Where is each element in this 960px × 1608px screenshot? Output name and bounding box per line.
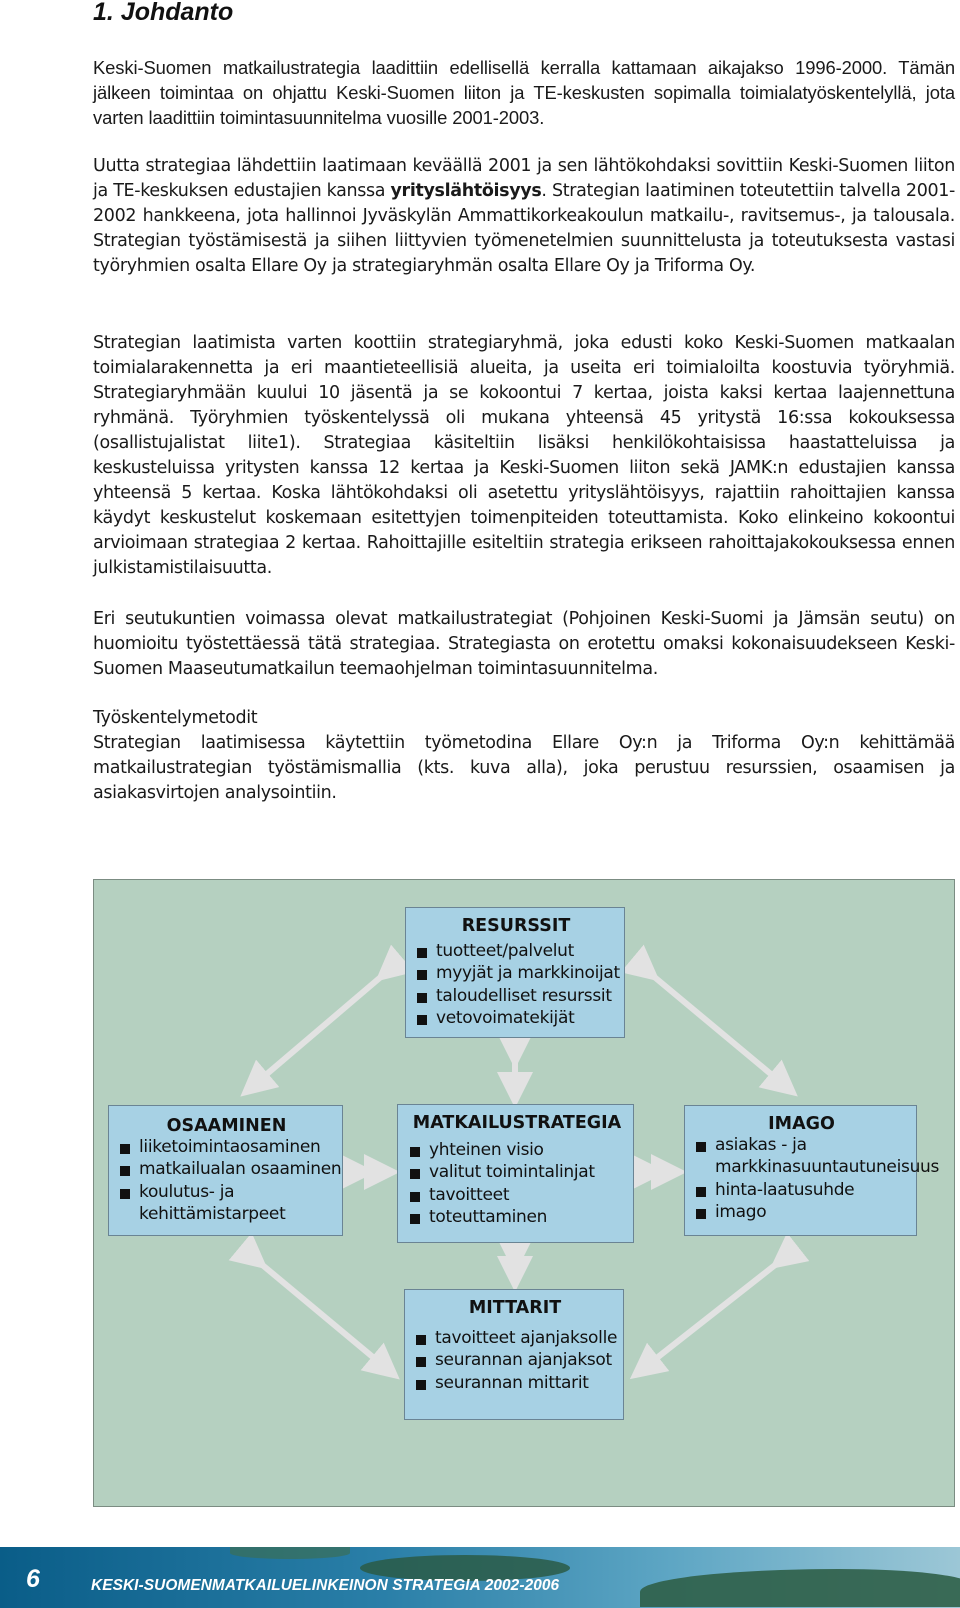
paragraph-strategy-group: Strategian laatimista varten koottiin strategiaryhmä, joka edusti koko Keski-Suomen matkaalan toimialarakennetta ja eri maantieteellisiä alueita, ja useita eri toimialoilta koostuvia työryhmiä. Strategiaryhmään kuului 10 jäsentä ja se kokoontui 7 kertaa, joista kaksi kertaa laajennettuna ryhmänä. Työryhmien työskentelyssä oli mukana yhteensä 45 yritystä 16:ssa kokouksessa (osallistujalistat liite1). Strategiaa käsiteltiin lisäksi henkilökohtaisissa haastatteluissa ja keskusteluissa yritysten kanssa 12 kertaa ja Keski-Suomen liiton sekä JAMK:n edustajien kanssa yhteensä 5 kertaa. Koska lähtökohdaksi oli asetettu yrityslähtöisyys, rajattiin rahoittajien kanssa käydyt keskustelut koskemaan esitettyjen toimenpiteiden toteuttamista. Koko elinkeino kokoontui arvioimaan strategiaa 2 kertaa. Rahoittajille esiteltiin strategia erikseen rahoittajakokouksessa ennen julkistamistilaisuutta. xyxy=(93,333,955,578)
osaaminen-title: OSAAMINEN xyxy=(166,1116,287,1136)
osaaminen-box xyxy=(108,1105,343,1236)
arrow-imago-mittarit xyxy=(644,1258,784,1368)
paragraph-strategy-start xyxy=(93,154,955,279)
matkailustrategia-box xyxy=(397,1104,634,1243)
footer-title: KESKI-SUOMENMATKAILUELINKEINON STRATEGIA 2002-2006 xyxy=(91,1577,560,1594)
mittarit-list xyxy=(407,1327,623,1395)
arrow-osaaminen-mittarit xyxy=(254,1258,386,1368)
list-item: valitut toimintalinjat xyxy=(401,1161,633,1184)
list-item: koulutus- ja kehittämistarpeet xyxy=(111,1181,342,1226)
footer-landscape xyxy=(640,1569,960,1607)
paragraph-text: Uutta strategiaa lähdettiin laatimaan keväällä 2001 ja sen lähtökohdaksi sovittiin Keski-Suomen liiton ja TE-keskuksen edustajien kanssa xyxy=(93,156,955,201)
list-item: tavoitteet xyxy=(401,1184,633,1207)
paragraph-methods xyxy=(93,706,955,806)
arrow-resurssit-imago xyxy=(646,970,784,1085)
list-item: seurannan ajanjaksot xyxy=(407,1349,623,1372)
list-item: matkailualan osaaminen xyxy=(111,1158,342,1181)
bold-term: yrityslähtöisyys xyxy=(390,181,542,201)
list-item: vetovoimatekijät xyxy=(408,1007,624,1030)
list-item: tavoitteet ajanjaksolle xyxy=(407,1327,623,1350)
list-item: liiketoimintaosaminen xyxy=(111,1136,342,1159)
imago-title: IMAGO xyxy=(768,1114,835,1134)
list-item: tuotteet/palvelut xyxy=(408,940,624,963)
imago-list xyxy=(687,1134,940,1224)
paragraph-intro: Keski-Suomen matkailustrategia laadittiin edellisellä kerralla kattamaan aikajakso 1996-2000. Tämän jälkeen toimintaa on ohjattu Keski-Suomen liiton ja TE-keskusten sopimalla toimialatyöskentelyllä, jota varten laadittiin toimintasuunnitelma vuosille 2001-2003. xyxy=(93,57,955,128)
list-item: imago xyxy=(687,1201,916,1224)
resurssit-list xyxy=(408,940,624,1030)
list-item: toteuttaminen xyxy=(401,1206,633,1229)
list-item: asiakas - ja markkinasuuntautuneisuus xyxy=(687,1134,916,1179)
mittarit-title: MITTARIT xyxy=(468,1298,562,1318)
section-heading: 1. Johdanto xyxy=(93,0,234,26)
list-item: taloudelliset resurssit xyxy=(408,985,624,1008)
resurssit-title: RESURSSIT xyxy=(461,916,571,936)
list-item: hinta-laatusuhde xyxy=(687,1179,916,1202)
list-item: myyjät ja markkinoijat xyxy=(408,962,624,985)
matkailustrategia-title: MATKAILUSTRATEGIA xyxy=(412,1113,622,1133)
resurssit-box xyxy=(405,907,625,1038)
mittarit-box xyxy=(404,1289,624,1420)
footer-landscape xyxy=(230,1547,350,1559)
matkailustrategia-list xyxy=(401,1139,633,1229)
paragraph-text: . Strategian laatiminen toteutettiin talvella 2001-2002 hankkeena, jota hallinnoi Jyväskylän Ammattikorkeakoulun matkailu-, ravitsemus-, ja talousala. Strategian työstämisestä ja siihen liittyvien työmenetelmien suunnittelusta ja toteutuksesta vastasi työryhmien osalta Ellare Oy ja strategiaryhmän osalta Ellare Oy ja Triforma Oy. xyxy=(93,181,956,276)
list-item: seurannan mittarit xyxy=(407,1372,623,1395)
osaaminen-list xyxy=(111,1136,342,1226)
paragraph-regional: Eri seutukuntien voimassa olevat matkailustrategiat (Pohjoinen Keski-Suomi ja Jämsän seutu) on huomioitu työstettäessä tätä strategiaa. Strategiasta on erotettu omaksi kokonaisuudekseen Keski-Suomen Maaseutumatkailun teemaohjelman toimintasuunnitelma. xyxy=(93,609,955,679)
imago-box xyxy=(684,1105,940,1236)
methods-text: Strategian laatimisessa käytettiin työmetodina Ellare Oy:n ja Triforma Oy:n kehittämää matkailustrategian työstämismallia (kts. kuva alla), joka perustuu resurssien, osaamisen ja asiakasvirtojen analysointiin. xyxy=(93,733,955,803)
page-number: 6 xyxy=(26,1565,40,1593)
methods-subheading: Työskentelymetodit xyxy=(93,708,258,728)
arrow-resurssit-osaaminen xyxy=(254,970,389,1085)
strategy-model-diagram xyxy=(93,879,955,1507)
list-item: yhteinen visio xyxy=(401,1139,633,1162)
